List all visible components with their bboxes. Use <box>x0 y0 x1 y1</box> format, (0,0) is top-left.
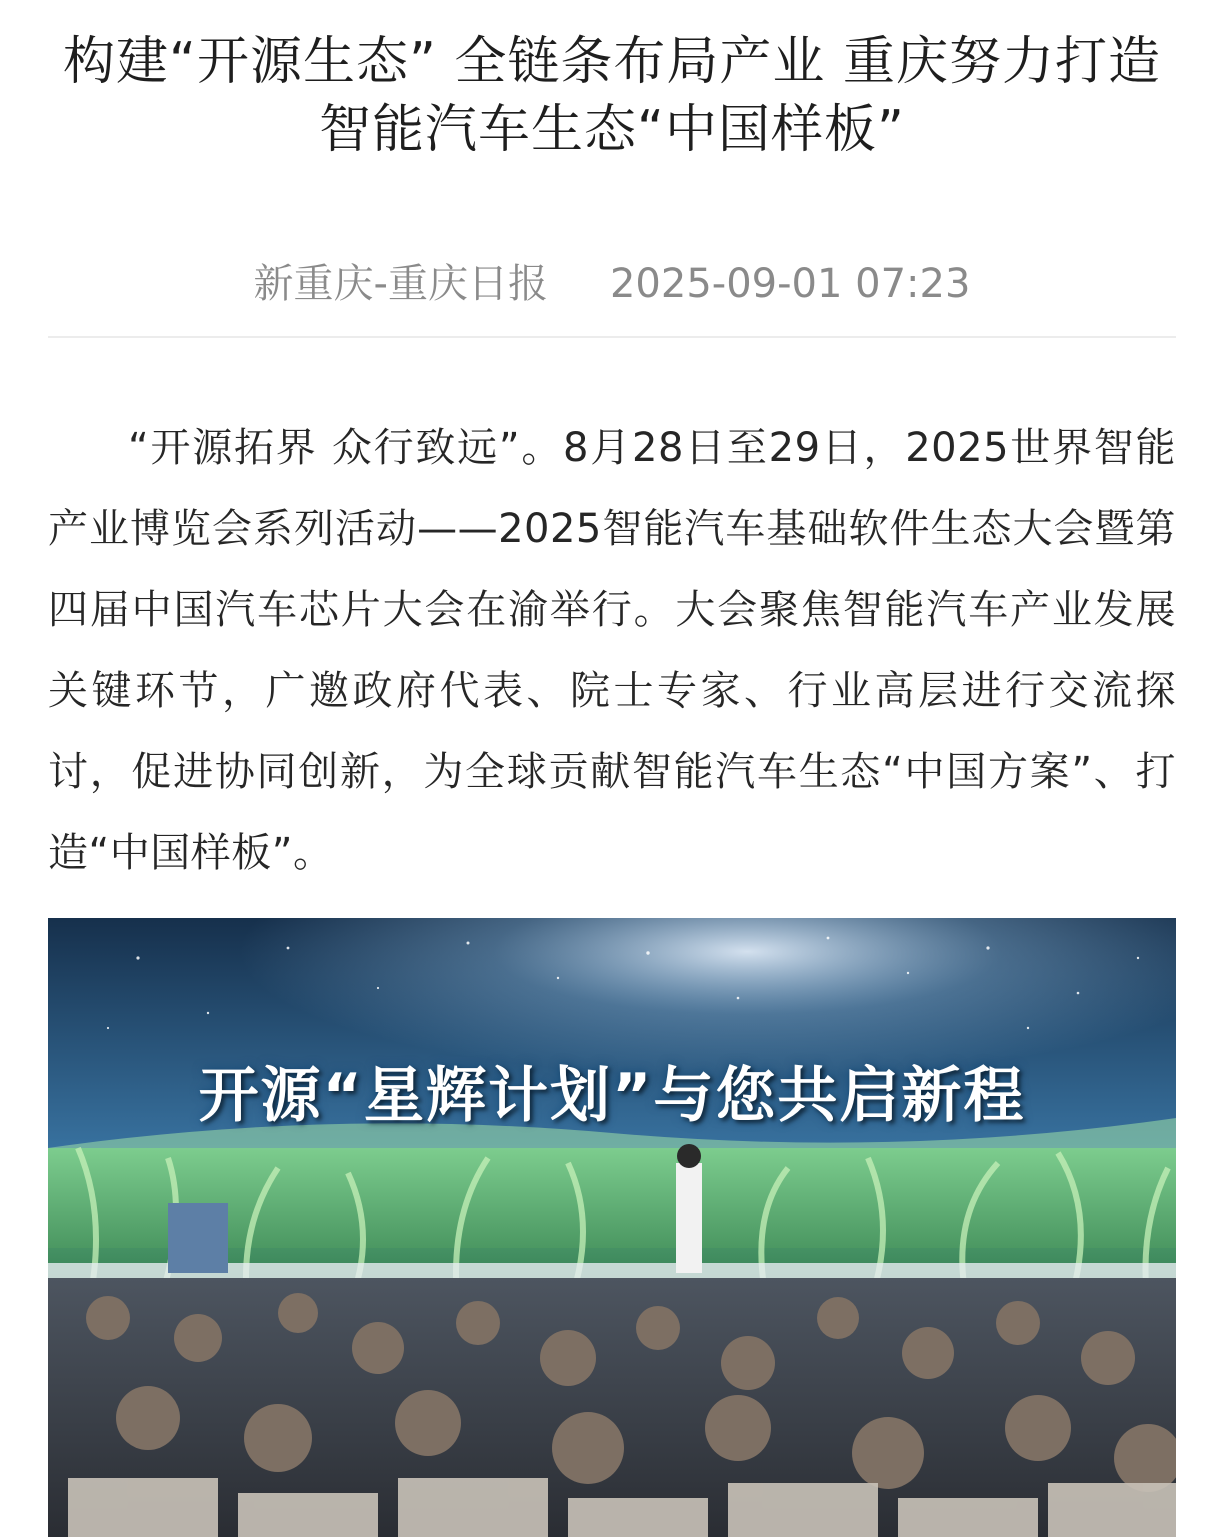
article-source[interactable]: 新重庆-重庆日报 <box>253 261 548 307</box>
banner-text: 开源“星辉计划”与您共启新程 <box>198 1061 1026 1131</box>
article-title: 构建“开源生态” 全链条布局产业 重庆努力打造智能汽车生态“中国样板” <box>63 32 1161 160</box>
conference-photo-illustration <box>48 918 1176 1537</box>
article-meta <box>48 256 1176 312</box>
article-photo[interactable] <box>48 918 1176 1537</box>
meta-divider <box>48 336 1176 338</box>
article-paragraph: “开源拓界 众行致远”。8月28日至29日，2025世界智能产业博览会系列活动——2025智能汽车基础软件生态大会暨第四届中国汽车芯片大会在渝举行。大会聚焦智能汽车产业发展关键环节，广邀政府代表、院士专家、行业高层进行交流探讨，促进协同创新，为全球贡献智能汽车生态“中国方案”、打造“中国样板”。 <box>48 425 1176 876</box>
article-datetime: 2025-09-01 07:23 <box>609 261 971 307</box>
